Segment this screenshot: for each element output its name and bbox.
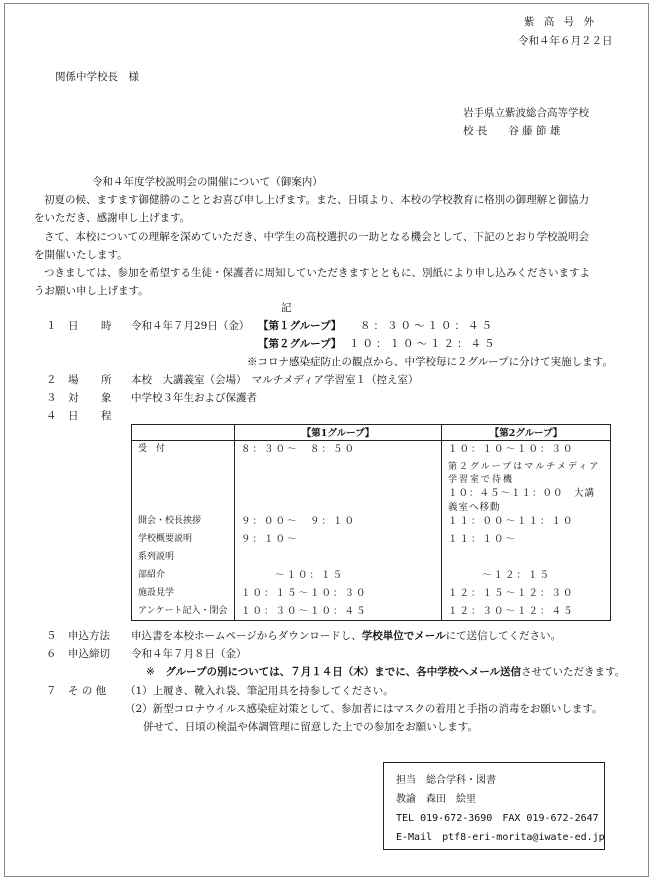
principal-name: 校 長 谷 藤 節 雄: [463, 125, 561, 137]
schedule-header-blank: [132, 425, 235, 441]
body-line: を開催いたします。: [34, 249, 128, 261]
item-label-other: そ の 他: [68, 685, 107, 697]
ki-mark: 記: [281, 302, 292, 314]
page-title: 令和４年度学校説明会の開催について（御案内）: [92, 176, 323, 188]
recipient: 関係中学校長 様: [55, 71, 139, 83]
table-row: 開会・校長挨拶 ９：００～ ９：１０ １１：００～１１：１０: [132, 513, 611, 531]
contact-phone: TEL 019-672-3690 FAX 019-672-2647: [396, 813, 599, 824]
group1-label: 【第１グループ】: [258, 320, 342, 332]
apply-method-value: 申込書を本校ホームページからダウンロードし、学校単位でメールにて送信してください。: [131, 630, 562, 642]
item-number: ２: [46, 374, 57, 386]
other-line: 併せて、日頃の検温や体調管理に留意した上での参加をお願いします。: [143, 721, 478, 733]
item-number: ６: [46, 648, 57, 660]
item-label-apply-method: 申込方法: [68, 630, 110, 642]
body-line: 初夏の候、ますます御健勝のこととお喜び申し上げます。また、日頃より、本校の学校教育に格別の御理解と御協力: [44, 194, 590, 206]
contact-box: [383, 762, 605, 850]
schedule-table: [131, 424, 611, 621]
item-label-target: 対 象: [68, 392, 118, 404]
other-line: （2）新型コロナウイルス感染症対策として、参加者にはマスクの着用と手指の消毒をお願いします。: [125, 703, 603, 715]
body-line: さて、本校についての理解を深めていただき、中学生の高校選択の一助となる機会として、下記のとおり学校説明会: [44, 231, 589, 243]
group-notice: ※ グループの別については、７月１４日（木）までに、各中学校へメール送信させていただきます。: [146, 666, 626, 678]
item-number: １: [46, 320, 57, 332]
event-date: 令和４年７月29日（金）: [131, 320, 250, 332]
covid-note: ※コロナ感染症防止の観点から、中学校毎に２グループに分けて実施します。: [247, 356, 613, 368]
table-row: 第２グループはマルチメディア学習室で待機: [132, 459, 611, 485]
table-row: １０：４５～１１：００ 大講義室へ移動: [132, 485, 611, 513]
table-row: 部紹介 ～１０：１５ ～１２：１５: [132, 567, 611, 585]
item-label-deadline: 申込締切: [68, 648, 110, 660]
schedule-header-group2: 【第2グループ】: [442, 425, 611, 441]
item-label-schedule: 日 程: [68, 410, 118, 422]
place-value: 本校 大講義室（会場） マルチメディア学習室１（控え室）: [131, 374, 419, 386]
doc-number: 紫 高 号 外: [524, 16, 598, 28]
table-row: 系列説明: [132, 549, 611, 567]
target-value: 中学校３年生および保護者: [131, 392, 257, 404]
group2-label: 【第２グループ】: [258, 338, 342, 350]
table-row: 学校概要説明 ９：１０～ １１：１０～: [132, 531, 611, 549]
item-number: ５: [46, 630, 57, 642]
deadline-value: 令和４年７月８日（金）: [131, 648, 247, 660]
item-number: ３: [46, 392, 57, 404]
body-line: うお願い申し上げます。: [34, 285, 149, 297]
group1-time: ８：３０～１０：４５: [360, 320, 495, 332]
doc-date: 令和４年６月２２日: [518, 35, 613, 47]
group2-time: １０：１０～１２：４５: [349, 338, 498, 350]
item-label-place: 場 所: [68, 374, 118, 386]
contact-email: E-Mail ptf8-eri-morita@iwate-ed.jp: [396, 832, 605, 843]
schedule-header-group1: 【第1グループ】: [235, 425, 442, 441]
school-name: 岩手県立紫波総合高等学校: [463, 107, 589, 119]
item-number: ４: [46, 410, 57, 422]
item-number: ７: [46, 685, 57, 697]
other-line: （1）上履き、靴入れ袋、筆記用具を持参してください。: [125, 685, 394, 697]
table-row: 施設見学 １０：１５～１０：３０ １２：１５～１２：３０: [132, 585, 611, 603]
contact-dept: 担当 総合学科・図書: [396, 775, 496, 786]
contact-person: 教諭 森田 絵里: [396, 794, 476, 805]
table-row: アンケート記入・閉会 １０：３０～１０：４５ １２：３０～１２：４５: [132, 603, 611, 621]
table-row: 受 付 ８：３０～ ８：５０ １０：１０～１０：３０: [132, 441, 611, 459]
item-label-datetime: 日 時: [68, 320, 118, 332]
body-line: をいただき、感謝申し上げます。: [34, 212, 191, 224]
body-line: つきましては、参加を希望する生徒・保護者に周知していただきますとともに、別紙により申し込みくださいますよ: [44, 267, 590, 279]
